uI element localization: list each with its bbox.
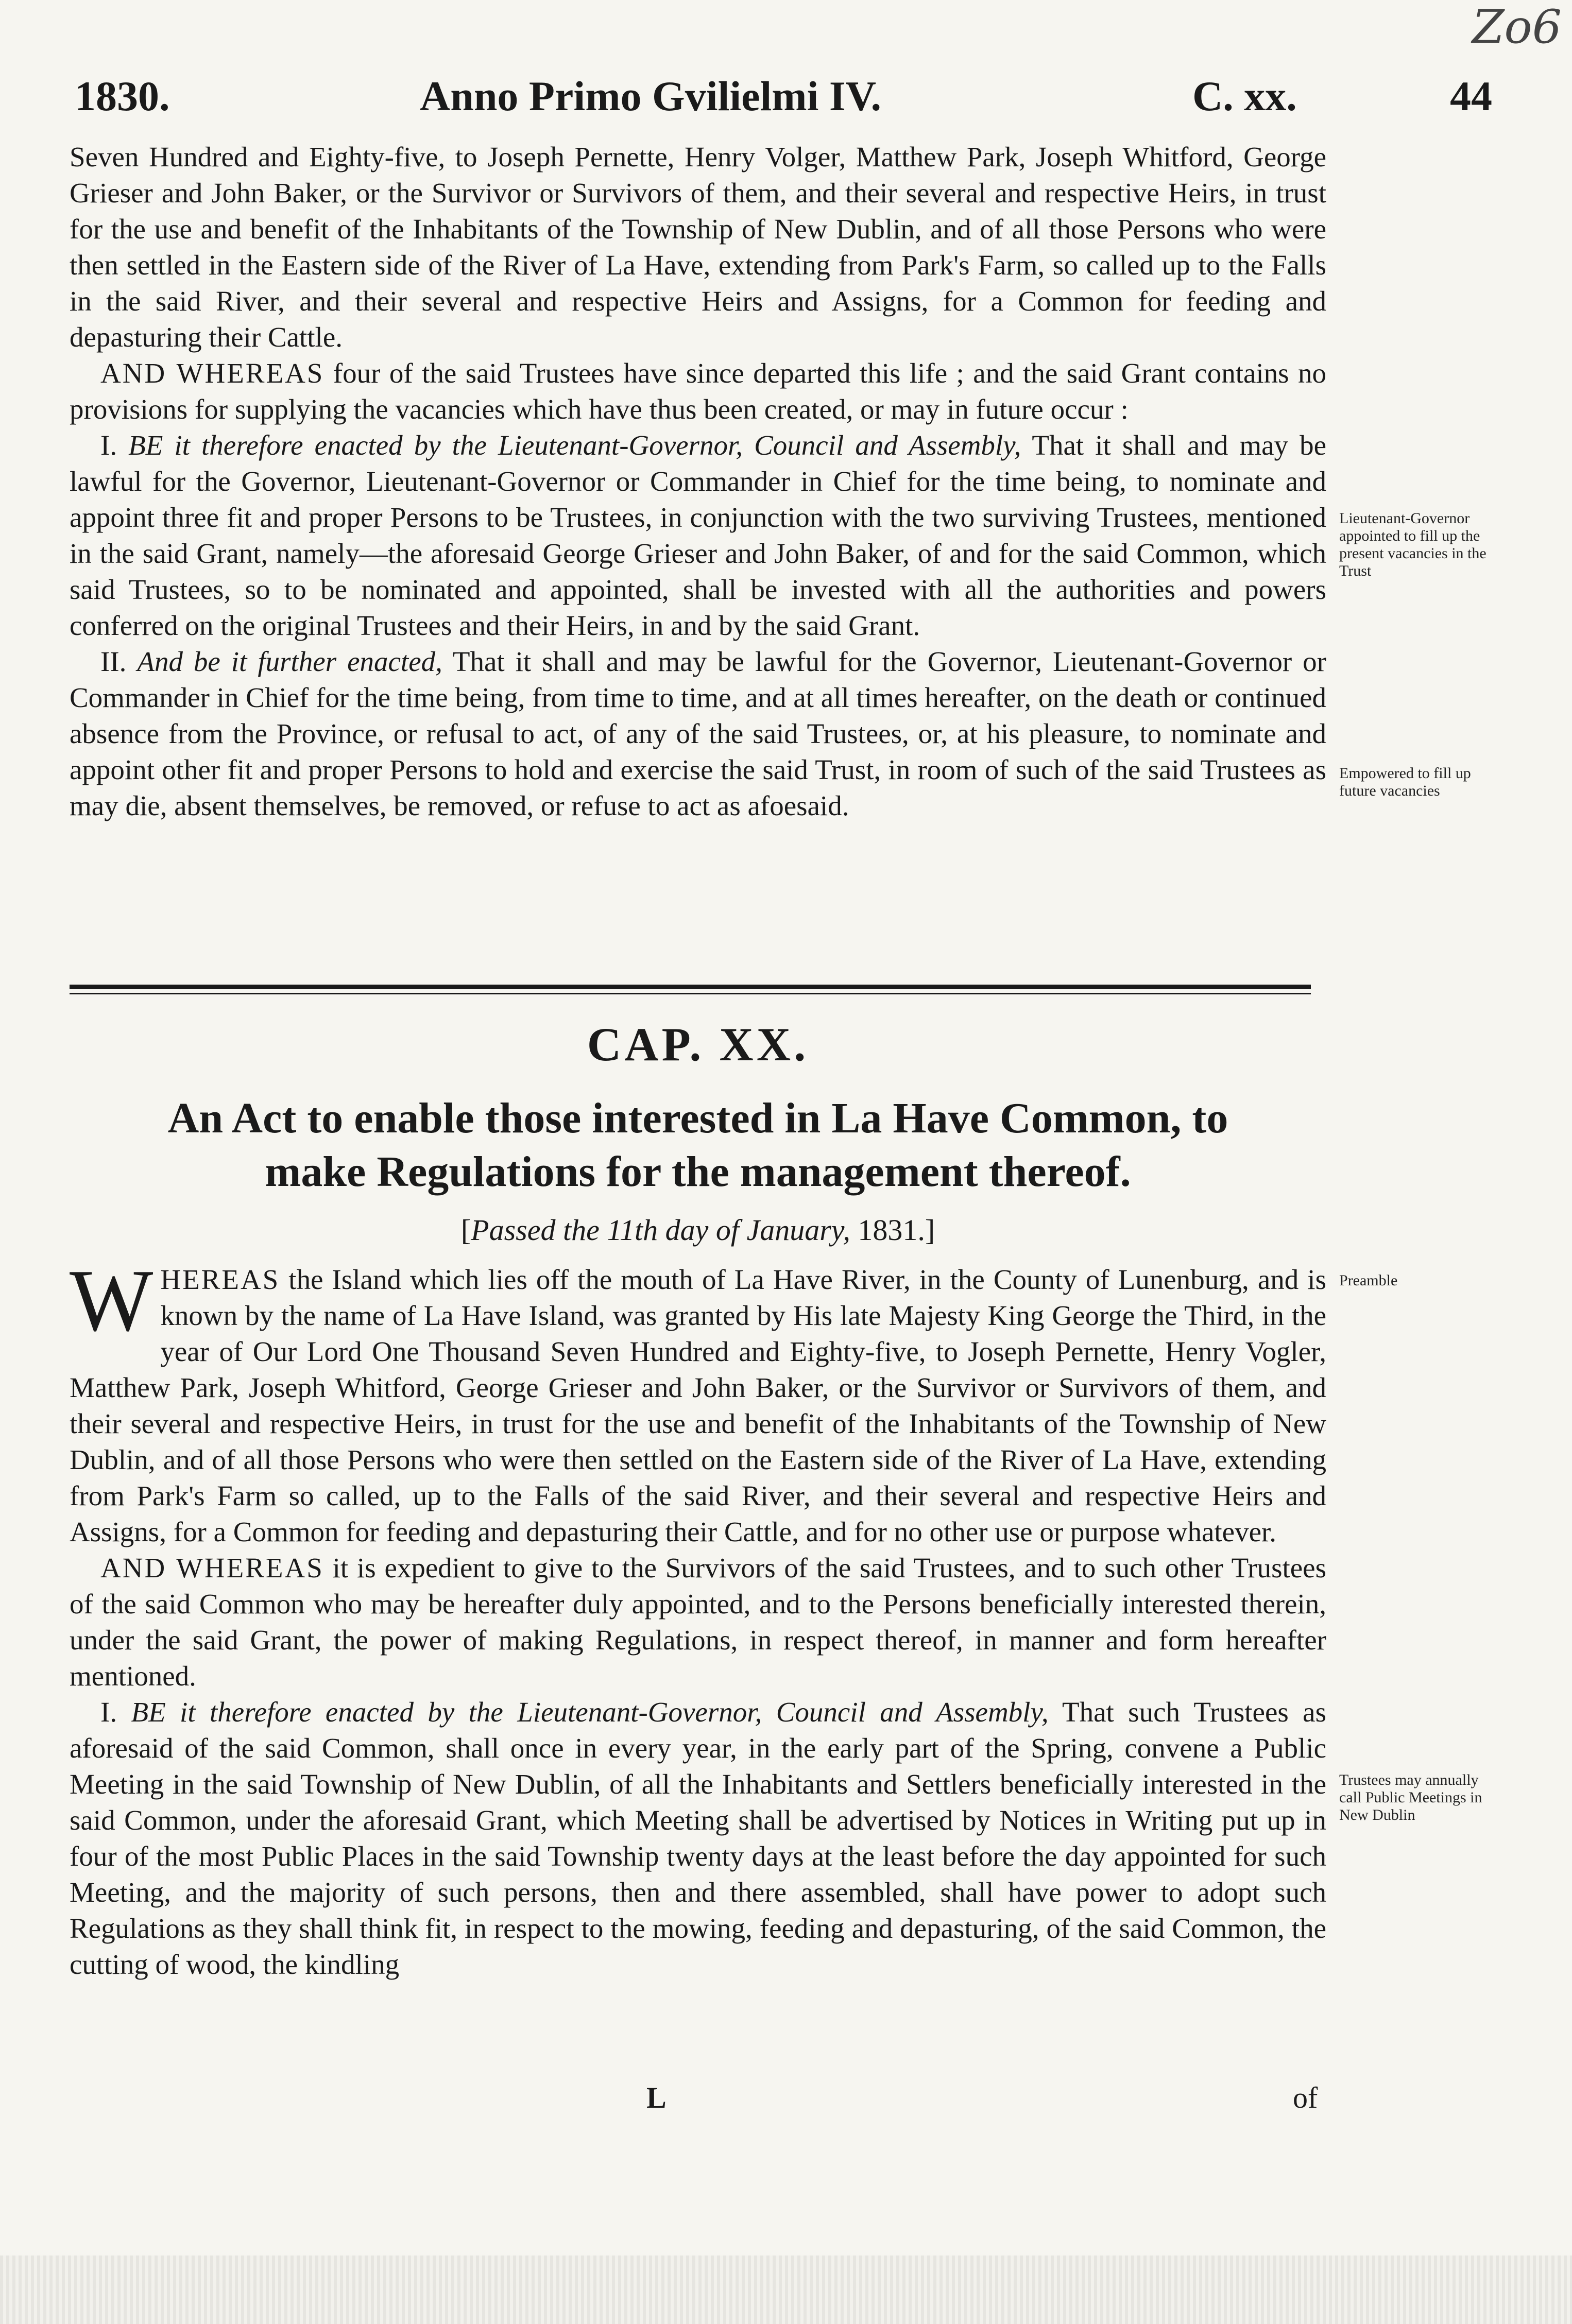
paragraph: [70, 355, 1326, 427]
paragraph-text: the Island which lies off the mouth of La Have River, in the County of Lunenburg, and is known by the name of La Have Island, was granted by His late Majesty King George the Third, in the year of Our Lord One Thousand Seven Hundred and Eighty-five, to Joseph Pernette, Henry Vogler, Matthew Park, Joseph Whitford, George Grieser and John Baker, or the Survivor or Survivors of them, and their several and respective Heirs, in trust for the use and benefit of the Inhabitants of the Township of New Dublin, and of all those Persons who were then settled on the Eastern side of the River of La Have, extending from Park's Farm so called, up to the Falls of the said River, and their several and respective Heirs and Assigns, for a Common for feeding and depasturing their Cattle, and for no other use or purpose whatever.: [70, 1264, 1326, 1547]
act-body-text: [70, 1252, 1327, 1983]
page-number: 44: [1450, 73, 1492, 119]
paragraph-text: That such Trustees as aforesaid of the said Common, shall once in every year, in the early part of the Spring, convene a Public Meeting in the said Township of New Dublin, of all the Inhabitants and Settlers beneficially interested in the said Common, under the aforesaid Grant, which Meeting shall be advertised by Notices in Writing put up in four of the most Public Places in the said Township twenty days at the least before the day appointed for such Meeting, and the majority of such persons, then and there assembled, shall have power to adopt such Regulations as they shall think fit, in respect to the mowing, feeding and depasturing, of the said Common, the cutting of wood, the kindling: [70, 1696, 1326, 1980]
enacting-clause: BE it therefore enacted by the Lieutenant-Governor, Council and Assembly,: [131, 1696, 1049, 1728]
section-divider: [70, 985, 1311, 989]
whereas-caps: HEREAS: [160, 1264, 280, 1295]
previous-act-text: [70, 139, 1326, 824]
section-number: II.: [100, 646, 138, 677]
passed-date: [70, 1213, 1326, 1247]
drop-cap: W: [70, 1252, 153, 1350]
act-title-line-1: An Act to enable those interested in La Have Common, to: [167, 1094, 1228, 1142]
section-1-paragraph: [70, 1694, 1326, 1983]
header-year: 1830.: [75, 73, 170, 119]
section-number: I.: [100, 1696, 131, 1728]
scan-artifact-strip: [0, 2256, 1572, 2324]
catchword: of: [1293, 2081, 1318, 2114]
preamble-paragraph: [70, 1252, 1326, 1550]
section-2-paragraph: [70, 644, 1326, 824]
margin-note-lieutenant-governor: Lieutenant-Governor appointed to fill up the present vacancies in the Trust: [1339, 510, 1486, 579]
paragraph: Seven Hundred and Eighty-five, to Joseph Pernette, Henry Volger, Matthew Park, Joseph Whitford, George Grieser and John Baker, or the Survivor or Survivors of them, and their several and respective Heirs, in trust for the use and benefit of the Inhabitants of the Township of New Dublin, and of all those Persons who were then settled in the Eastern side of the River of La Have, extending from Park's Farm, so called up to the Falls in the said River, and their several and respective Heirs and Assigns, for a Common for feeding and depasturing their Cattle.: [70, 141, 1326, 353]
running-header: [70, 72, 1496, 124]
paragraph-text: That it shall and may be lawful for the Governor, Lieutenant-Governor or Commander in Chief for the time being, from time to time, and at all times hereafter, on the death or continued absence from the Province, or refusal to act, of any of the said Trustees, or, at his pleasure, to nominate and appoint other fit and proper Persons to hold and exercise the said Trust, in room of such of the said Trustees as may die, absent themselves, be removed, or refuse to act as afoesaid.: [70, 646, 1326, 821]
section-number: I.: [100, 429, 129, 461]
enacting-clause: BE it therefore enacted by the Lieutenant-Governor, Council and Assembly,: [128, 429, 1021, 461]
margin-note-preamble: Preamble: [1339, 1272, 1398, 1289]
whereas-caps: AND WHEREAS: [100, 1552, 324, 1583]
signature-mark: L: [646, 2081, 667, 2114]
paragraph-text: it is expedient to give to the Survivors of the said Trustees, and to such other Trustees of the said Common who may be hereafter duly appointed, and to the Persons beneficially interested therein, under the said Grant, the power of making Regulations, in respect thereof, in manner and form hereafter mentioned.: [70, 1552, 1327, 1692]
passed-italic: Passed the 11th day of January,: [471, 1213, 850, 1247]
act-title: [70, 1092, 1326, 1199]
handwritten-folio-mark: Zo6: [1472, 0, 1562, 54]
act-title-line-2: make Regulations for the management thereof.: [265, 1148, 1131, 1196]
enacting-clause: And be it further enacted,: [137, 646, 442, 677]
bracket: [: [460, 1213, 471, 1247]
section-1-paragraph: [70, 427, 1326, 644]
paragraph: [70, 1550, 1326, 1694]
margin-note-public-meetings: Trustees may annually call Public Meetings in New Dublin: [1339, 1771, 1482, 1823]
margin-note-future-vacancies: Empowered to fill up future vacancies: [1339, 765, 1471, 799]
header-title: Anno Primo Gvilielmi IV.: [420, 73, 881, 119]
section-divider-thin: [70, 993, 1311, 994]
header-chapter: C. xx.: [1192, 73, 1297, 119]
whereas-caps: AND WHEREAS: [100, 357, 324, 389]
paragraph-text: four of the said Trustees have since departed this life ; and the said Grant contains no provisions for supplying the vacancies which have thus been created, or may in future occur :: [70, 357, 1327, 425]
passed-year: 1831.]: [850, 1213, 935, 1247]
paragraph-text: That it shall and may be lawful for the Governor, Lieutenant-Governor or Commander in Chief for the time being, to nominate and appoint three fit and proper Persons to be Trustees, in conjunction with the two surviving Trustees, mentioned in the said Grant, namely—the aforesaid George Grieser and John Baker, of and for the said Common, which said Trustees, so to be nominated and appointed, shall be invested with all the authorities and powers conferred on the original Trustees and their Heirs, in and by the said Grant.: [70, 429, 1327, 641]
chapter-heading: CAP. XX.: [587, 1018, 809, 1071]
